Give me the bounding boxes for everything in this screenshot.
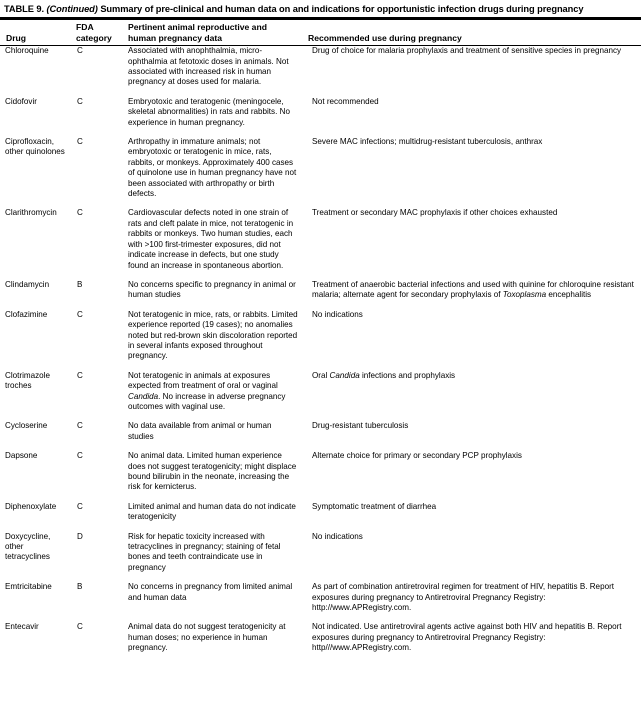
table-row: [0, 137, 641, 208]
column-header-animal-data-line1: Pertinent animal reproductive and: [128, 22, 267, 32]
cell-animal-pregnancy-data: Associated with anophthalmia, micro-ophthalmia at fetotoxic doses in animals. Not associated with increased risk in human pregnancy at doses used for malaria.: [128, 46, 289, 87]
cell-fda-category: C: [77, 46, 83, 56]
text-run: . No increase in adverse pregnancy outcomes with vaginal use.: [128, 391, 286, 411]
cell-animal-pregnancy-data: Animal data do not suggest teratogenicity at human doses; no experience in human pregnancy.: [128, 622, 286, 653]
cell-recommended-use: Not recommended: [312, 96, 379, 106]
italic-term: Toxoplasma: [502, 290, 547, 300]
cell-animal-pregnancy-data: Arthropathy in immature animals; not embryotoxic or teratogenic in mice, rats, rabbits, or monkeys. Approximately 400 cases of quinolone use in human pregnancy have not been associated with arthropathy or birth defects.: [128, 137, 297, 199]
cell-animal-pregnancy-data: Cardiovascular defects noted in one strain of rats and cleft palate in mice, not teratogenic in rabbits or monkeys. Two human studies, each with >100 first-trimester exposures, did not indicate increase in defects, but one study found an increase in spontaneous abortion.: [128, 208, 294, 270]
cell-animal-pregnancy-data: No data available from animal or human studies: [128, 421, 272, 441]
cell-fda-category: C: [77, 622, 83, 632]
table-row: [0, 582, 641, 622]
column-header-fda-line1: FDA: [76, 22, 94, 32]
table-header-row: [0, 20, 641, 46]
cell-fda-category: C: [77, 421, 83, 431]
cell-fda-category: C: [77, 501, 83, 511]
cell-drug-name: Doxycycline, other tetracyclines: [5, 531, 51, 562]
table-row: [0, 502, 641, 532]
cell-drug-name: Ciprofloxacin, other quinolones: [5, 137, 65, 157]
table-row: [0, 532, 641, 583]
table-row: [0, 280, 641, 310]
italic-term: Candida: [329, 370, 360, 380]
cell-fda-category: C: [77, 309, 83, 319]
cell-fda-category: C: [77, 96, 83, 106]
table-body: [0, 46, 641, 663]
cell-animal-pregnancy-data: Embryotoxic and teratogenic (meningocele, skeletal abnormalities) in rats and rabbits. No experience in human pregnancy.: [128, 96, 290, 127]
table-row: [0, 451, 641, 502]
cell-drug-name: Dapsone: [5, 451, 38, 461]
text-run: Not teratogenic in animals at exposures expected from treatment of oral or vaginal: [128, 370, 278, 391]
column-header-drug-line2: Drug: [6, 32, 27, 43]
table-row: [0, 46, 641, 97]
cell-recommended-use: No indications: [312, 309, 363, 319]
cell-drug-name: Emtricitabine: [5, 582, 52, 592]
opportunistic-infection-drugs-table: [0, 19, 641, 663]
cell-recommended-use: Alternate choice for primary or secondary PCP prophylaxis: [312, 451, 522, 461]
cell-fda-category: C: [77, 137, 83, 147]
table-row: [0, 310, 641, 371]
cell-drug-name: Chloroquine: [5, 46, 49, 56]
cell-recommended-use: [308, 371, 641, 422]
cell-animal-pregnancy-data: Risk for hepatic toxicity increased with tetracyclines in pregnancy; staining of fetal bones and teeth contraindicate use in pregnancy: [128, 531, 281, 572]
text-run: Treatment of anaerobic bacterial infections and used with quinine for chloroquine resistant malaria; alternate agent for secondary prophylaxis of: [312, 279, 634, 300]
column-header-animal-data: [122, 20, 308, 46]
column-header-recommended-use: [308, 20, 641, 46]
cell-fda-category: D: [77, 531, 83, 541]
table-row: [0, 371, 641, 422]
text-run: encephalitis: [546, 290, 592, 300]
cell-animal-pregnancy-data: No concerns in pregnancy from limited animal and human data: [128, 582, 293, 602]
table-row: [0, 97, 641, 137]
column-header-animal-data-line2: human pregnancy data: [128, 32, 223, 43]
cell-recommended-use: As part of combination antiretroviral regimen for treatment of HIV, hepatitis B. Report exposures during pregnancy to Antiretroviral Pregnancy Registry: http://www.APRegistry.com.: [312, 582, 615, 613]
table-title-prefix: TABLE 9.: [4, 4, 44, 14]
cell-drug-name: Clofazimine: [5, 309, 48, 319]
cell-recommended-use: Symptomatic treatment of diarrhea: [312, 501, 437, 511]
cell-drug-name: Clotrimazole troches: [5, 370, 50, 391]
cell-fda-category: C: [77, 370, 83, 380]
cell-animal-pregnancy-data: Limited animal and human data do not indicate teratogenicity: [128, 501, 296, 522]
table-title: [0, 0, 641, 17]
italic-term: Candida: [128, 391, 159, 401]
text-run: infections and prophylaxis: [359, 370, 456, 380]
table-row: [0, 622, 641, 662]
cell-recommended-use: Severe MAC infections; multidrug-resistant tuberculosis, anthrax: [312, 137, 543, 147]
column-header-fda-category: [76, 20, 122, 46]
table-title-rest: Summary of pre-clinical and human data on and indications for opportunistic infection drugs during pregnancy: [100, 4, 584, 14]
cell-recommended-use: [308, 280, 641, 310]
cell-fda-category: B: [77, 582, 83, 592]
cell-recommended-use: No indications: [312, 531, 363, 541]
table-title-continued: (Continued): [46, 4, 98, 14]
cell-fda-category: B: [77, 279, 83, 289]
column-header-recommended-line2: Recommended use during pregnancy: [308, 32, 462, 43]
column-header-fda-line2: category: [76, 32, 112, 43]
column-header-drug: [0, 20, 76, 46]
cell-drug-name: Cycloserine: [5, 421, 48, 431]
cell-animal-pregnancy-data: No animal data. Limited human experience does not suggest teratogenicity; might displace bound bilirubin in the neonate, increasing the risk for kernicterus.: [128, 451, 297, 492]
cell-animal-pregnancy-data: No concerns specific to pregnancy in animal or human studies: [128, 279, 296, 300]
cell-recommended-use: Drug of choice for malaria prophylaxis and treatment of sensitive species in pregnancy: [312, 46, 622, 56]
column-header-recommended-line1: [308, 22, 633, 33]
cell-drug-name: Clindamycin: [5, 279, 50, 289]
table-header: [0, 20, 641, 46]
cell-drug-name: Clarithromycin: [5, 208, 57, 218]
cell-fda-category: C: [77, 208, 83, 218]
cell-recommended-use: Drug-resistant tuberculosis: [312, 421, 409, 431]
cell-animal-pregnancy-data: [122, 371, 308, 422]
cell-fda-category: C: [77, 451, 83, 461]
cell-animal-pregnancy-data: Not teratogenic in mice, rats, or rabbits. Limited experience reported (19 cases); no anomalies noted but red-brown skin discoloration reported in several infants exposed throughout pregnancy.: [128, 309, 298, 361]
cell-drug-name: Cidofovir: [5, 96, 37, 106]
cell-drug-name: Diphenoxylate: [5, 501, 57, 511]
text-run: Oral: [312, 370, 330, 380]
table-row: [0, 208, 641, 279]
column-header-drug-line1: [6, 22, 68, 33]
cell-recommended-use: Treatment or secondary MAC prophylaxis if other choices exhausted: [312, 208, 558, 218]
table-row: [0, 421, 641, 451]
cell-drug-name: Entecavir: [5, 622, 39, 632]
cell-recommended-use: Not indicated. Use antiretroviral agents active against both HIV and hepatitis B. Report exposures during pregnancy to Antiretroviral Pregnancy Registry: http///www.APRegistry.com.: [312, 622, 622, 653]
